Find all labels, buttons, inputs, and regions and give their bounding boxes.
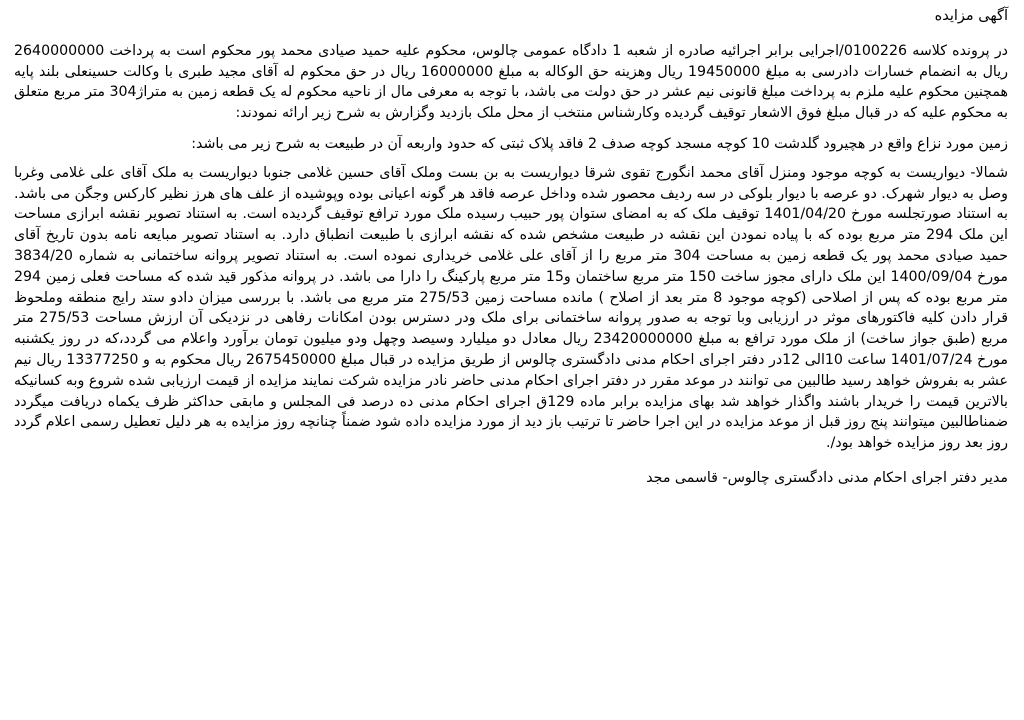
auction-notice: [14, 6, 1008, 489]
signature-line: مدیر دفتر اجرای احکام مدنی دادگستری چالوس- قاسمی مجد: [646, 469, 1008, 486]
notice-title: آگهی مزایده: [934, 8, 1008, 24]
property-location-paragraph: زمین مورد نزاع واقع در هچیرود گلدشت 10 کوچه مسجد کوچه صدف 2 فاقد پلاک ثبتی که حدود واربعه آن در طبیعت به شرح زیر می باشد:: [191, 135, 1008, 152]
property-description-paragraph: شمالا- دیواریست به کوچه موجود ومنزل آقای محمد انگورج تقوی شرقا دیواریست به بن بست وملک آقای حسین غلامی جنوبا دیواریست به ملک آقای علی غلامی وغربا وصل به دیوار شهرک. دو عرصه با دیوار بلوکی در سه ردیف محصور شده وداخل عرصه فاقد هر گونه اعیانی بوده وپوشیده از علف های هرز نظیر کارکس وجگن می باشد. به استناد صورتجلسه مورخ 1401/04/20 توقیف ملک که به امضای ستوان پور حبیب رسیده ملک مورد ترافع توقیف گردیده است. به استناد تصویر نقشه ابرازی مساحت این ملک 294 متر مربع بوده که با پیاده نمودن این نقشه در طبیعت مشخص شده که نقشه ابرازی با طبیعت انطباق دارد. به استناد تصویر مبایعه نامه بدون تاریخ آقای حمید صیادی محمد پور یک قطعه زمین به مساحت 304 متر مربع را از آقای علی غلامی خریداری نموده است. به استناد تصویر پروانه ساختمانی به شماره 3834/20 مورخ 1400/09/04 این ملک دارای مجوز ساخت 150 متر مربع ساختمان و15 متر مربع پارکینگ را دارا می باشد. در پروانه مذکور قید شده که مساحت فعلی زمین 294 متر مربع بوده که پس از اصلاحی (کوچه موجود 8 متر بعد از اصلاح ) مانده مساحت زمین 275/53 متر مربع می باشد. با بررسی میزان دادو ستد رایج منطقه وملحوظ قرار دادن کلیه فاکتورهای موثر در ارزیابی وبا توجه به صدور پروانه ساختمانی برای ملک ودر دسترس بودن امکانات رفاهی در نزدیکی آن ارزش مساحت 275/53 متر مربع (طبق جواز ساخت) از ملک مورد ترافع به مبلغ 23420000000 ریال معادل دو میلیارد وسیصد وچهل ودو میلیون تومان برآورد واعلام می گردد،که در روز یکشنبه مورخ 1401/07/24 ساعت 10الی 12در دفتر اجرای احکام مدنی دادگستری چالوس از طریق مزایده در قبال مبلغ 2675450000 ریال محکوم به و 13377250 ریال نیم عشر به بفروش خواهد رسید طالبین می توانند در موعد مقرر در دفتر اجرای احکام مدنی حاضر نادر مزایده شرکت نمایند مزایده از قیمت ارزیابی شده شروع وبه کسانیکه بالاترین قیمت را خریدار باشند واگذار خواهد شد بهای مزایده برابر ماده 129ق اجرای احکام مدنی ده درصد فی المجلس و مابقی حداکثر ظرف یکماه دریافت میگردد ضمناطالبین میتوانند پنج روز قبل از موعد مزایده در این اجرا حاضر تا ترتیب باز دید از مورد مزایده داده شود ضمناً چنانچه روز مزایده به هر دلیل تعطیل رسمی اعلام گردد روز بعد روز مزایده خواهد بود/.: [14, 164, 1009, 452]
case-summary-paragraph: در پرونده کلاسه 0100226/اجرایی برابر اجرائیه صادره از شعبه 1 دادگاه عمومی چالوس، محکوم علیه حمید صیادی محمد پور محکوم است به پرداخت 2640000000 ریال به انضمام خسارات دادرسی به مبلغ 19450000 ریال وهزینه حق الوکاله به مبلغ 16000000 ریال در حق محکوم له آقای مجید طبری با وکالت حسینعلی بلند پایه همچنین محکوم علیه ملزم به پرداخت مبلغ قانونی نیم عشر در حق دولت می باشد، با توجه به معرفی مال از ناحیه محکوم له یک قطعه زمین به متراژ304 متر مربع متعلق به محکوم علیه که در قبال مبلغ فوق الاشعار توقیف گردیده وکارشناس منتخب از محل ملک بازدید وگزارش به شرح زیر ارائه نمودند:: [14, 42, 1009, 122]
